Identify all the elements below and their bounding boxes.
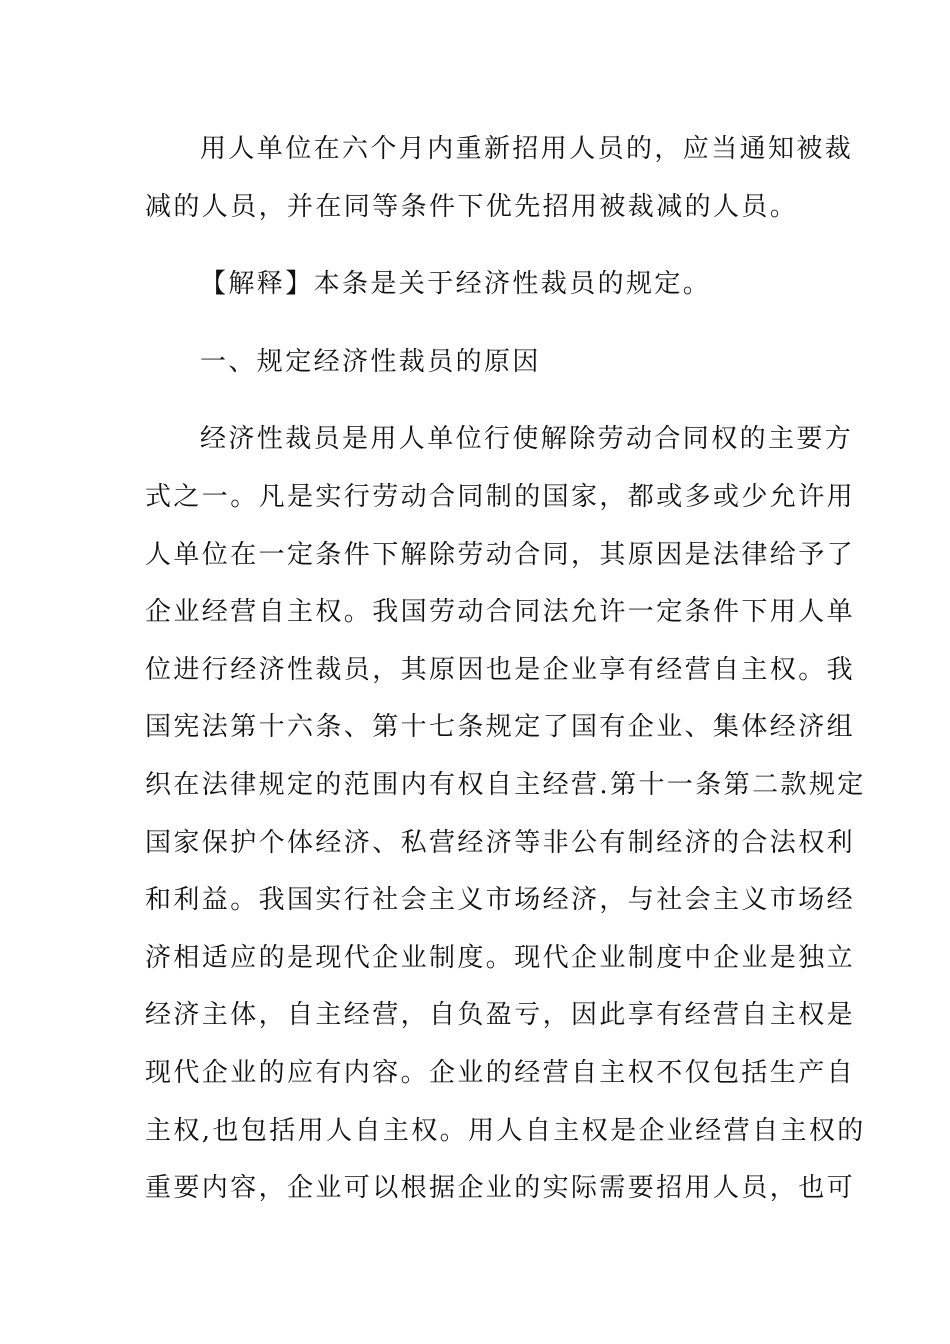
paragraph-economic-layoff-body: [145, 418, 866, 1224]
text-line: 减的人员，并在同等条件下优先招用被裁减的人员。: [145, 191, 799, 222]
document-body: [145, 128, 866, 1245]
text-line: 重要内容，企业可以根据企业的实际需要招用人员，也可: [145, 1173, 856, 1204]
text-line: 织在法律规定的范围内有权自主经营.第十一条第二款规定: [145, 769, 866, 800]
text-line: 现代企业的应有内容。企业的经营自主权不仅包括生产自: [145, 1057, 856, 1088]
paragraph-rehire-notice: [145, 128, 854, 243]
text-line: 用人单位在六个月内重新招用人员的，应当通知被裁: [200, 134, 854, 164]
text-line: 济相适应的是现代企业制度。现代企业制度中企业是独立: [145, 942, 856, 973]
section-heading-reasons: [145, 341, 807, 399]
paragraph-explanation-heading: [145, 263, 807, 321]
text-line: 位进行经济性裁员，其原因也是企业享有经营自主权。我: [145, 654, 856, 685]
text-line: 【解释】本条是关于经济性裁员的规定。: [200, 269, 712, 300]
text-line: 式之一。凡是实行劳动合同制的国家，都或多或少允许用: [145, 481, 856, 512]
text-line: 人单位在一定条件下解除劳动合同，其原因是法律给予了: [145, 539, 856, 570]
text-line: 经济性裁员是用人单位行使解除劳动合同权的主要方: [200, 424, 854, 455]
text-line: 和利益。我国实行社会主义市场经济，与社会主义市场经: [145, 885, 856, 916]
text-line: 国宪法第十六条、第十七条规定了国有企业、集体经济组: [145, 712, 856, 743]
text-line: 经济主体，自主经营，自负盈亏，因此享有经营自主权是: [145, 1000, 856, 1031]
text-line: 主权,也包括用人自主权。用人自主权是企业经营自主权的: [145, 1115, 866, 1146]
text-line: 国家保护个体经济、私营经济等非公有制经济的合法权利: [145, 827, 856, 858]
text-line: 企业经营自主权。我国劳动合同法允许一定条件下用人单: [145, 597, 856, 628]
text-line: 一、规定经济性裁员的原因: [200, 346, 541, 377]
